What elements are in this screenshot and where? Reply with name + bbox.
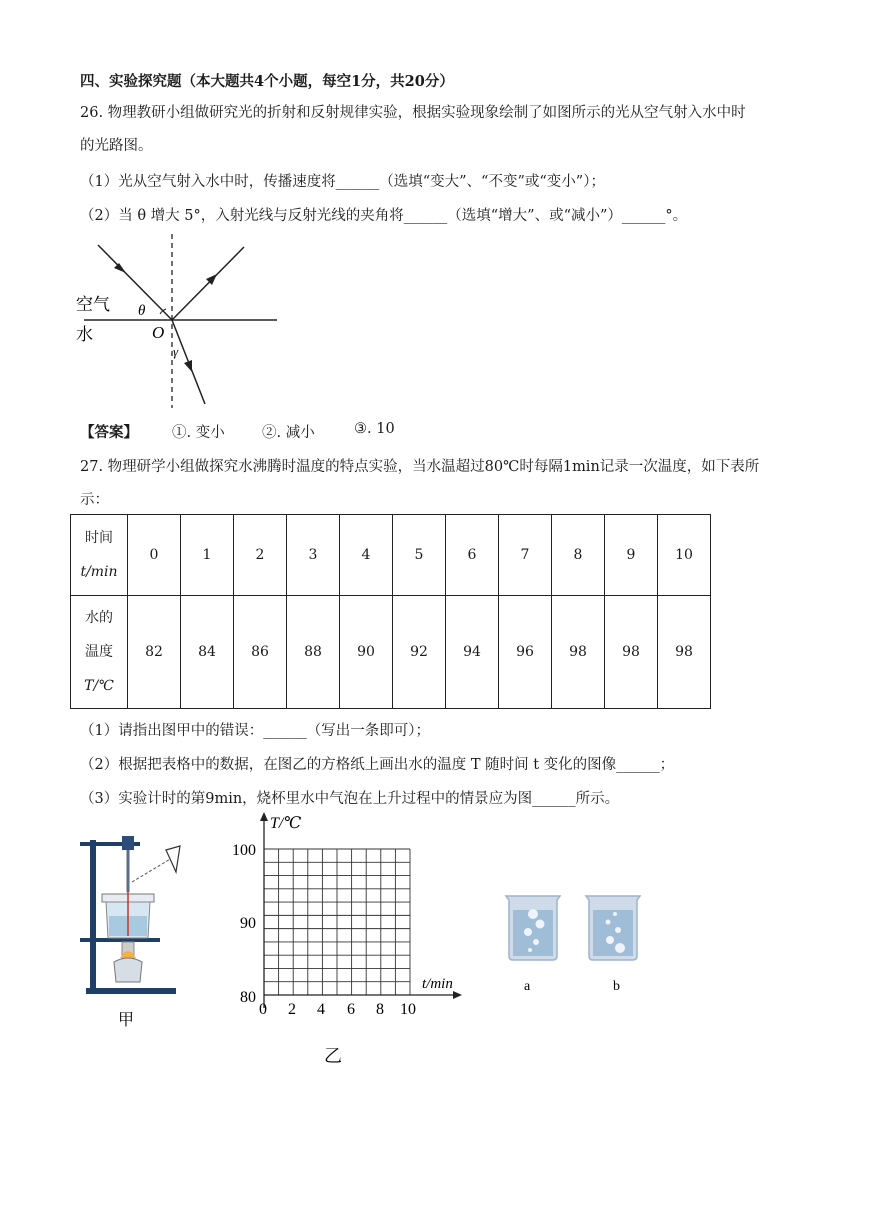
figure-yi-grid-chart [226,808,476,1070]
refracted-arrow [184,360,192,372]
x-tick-2: 2 [288,1001,296,1018]
beaker-b [586,896,640,960]
beaker-a-label: a [524,979,531,994]
q27-stem-line2: 示： [80,492,109,508]
table-cell: 10 [658,515,711,596]
beaker-a [506,896,560,960]
reflected-ray [172,247,244,320]
table-cell: 7 [499,515,552,596]
x-tick-0: 0 [259,1001,267,1018]
q26-stem-line2: 的光路图。 [80,138,153,154]
answer-label: 【答案】 [80,424,138,441]
table-cell: 0 [128,515,181,596]
y-axis-arrow [260,812,268,821]
x-axis-arrow [453,991,462,999]
time-header: 时间 t/min [71,515,128,596]
table-cell: 1 [181,515,234,596]
table-cell: 98 [552,596,605,709]
table-cell: 84 [181,596,234,709]
figure-yi-label: 乙 [324,1046,342,1066]
table-row-time [71,515,711,596]
table-cell: 6 [446,515,499,596]
table-cell: 8 [552,515,605,596]
y-tick-100: 100 [232,842,256,859]
table-cell: 4 [340,515,393,596]
incident-arrow [114,263,126,273]
grid-lines [264,849,410,995]
table-cell: 88 [287,596,340,709]
x-tick-10: 10 [400,1001,416,1018]
temperature-header: 水的 温度 T/℃ [71,596,128,709]
table-cell: 92 [393,596,446,709]
origin-label: O [152,323,165,342]
refraction-diagram [72,232,287,410]
temperature-table [70,514,711,709]
figure-jia-apparatus [76,832,196,1032]
y-tick-80: 80 [240,989,256,1006]
gamma-label: γ [173,344,179,359]
table-cell: 82 [128,596,181,709]
table-cell: 3 [287,515,340,596]
table-cell: 9 [605,515,658,596]
eye-icon [166,846,180,872]
table-cell: 98 [605,596,658,709]
q27-stem-line1: 27. 物理研学小组做探究水沸腾时温度的特点实验，当水温超过80℃时每隔1min记录一次温度，如下表所 [80,459,760,475]
x-axis-label: t/min [422,976,453,992]
table-cell: 90 [340,596,393,709]
q26-stem-line1: 26. 物理教研小组做研究光的折射和反射规律实验，根据实验现象绘制了如图所示的光从空气射入水中时 [80,105,746,121]
beaker-b-label: b [613,979,620,994]
table-cell: 94 [446,596,499,709]
x-tick-8: 8 [376,1001,384,1018]
x-tick-6: 6 [347,1001,355,1018]
q27-sub3: （3）实验计时的第9min，烧杯里水中气泡在上升过程中的情景应为图______所示。 [80,791,620,807]
answer-1: ①. 变小 [172,425,225,441]
table-cell: 5 [393,515,446,596]
table-cell: 86 [234,596,287,709]
x-tick-4: 4 [317,1001,325,1018]
answer-2: ②. 减小 [262,425,315,441]
table-cell: 96 [499,596,552,709]
beakers-figure [500,890,660,1000]
section-title: 四、实验探究题（本大题共4个小题，每空1分，共20分） [80,73,454,90]
q27-sub1: （1）请指出图甲中的错误：______（写出一条即可）； [80,723,430,739]
figure-jia-label: 甲 [118,1012,135,1029]
y-axis-label: T/℃ [270,815,302,832]
q26-sub2: （2）当 θ 增大 5°，入射光线与反射光线的夹角将______（选填“增大”、或“减小”）______°。 [80,208,688,224]
q27-sub2: （2）根据把表格中的数据，在图乙的方格纸上画出水的温度 T 随时间 t 变化的图像______； [80,757,675,773]
q26-sub1: （1）光从空气射入水中时，传播速度将______（选填“变大”、“不变”或“变小”）； [80,174,605,190]
water-label: 水 [76,325,93,344]
table-row-temperature [71,596,711,709]
theta-label: θ [138,303,146,319]
answer-3: ③. 10 [354,421,395,437]
air-label: 空气 [76,295,110,314]
y-tick-90: 90 [240,915,256,932]
table-cell: 98 [658,596,711,709]
table-cell: 2 [234,515,287,596]
